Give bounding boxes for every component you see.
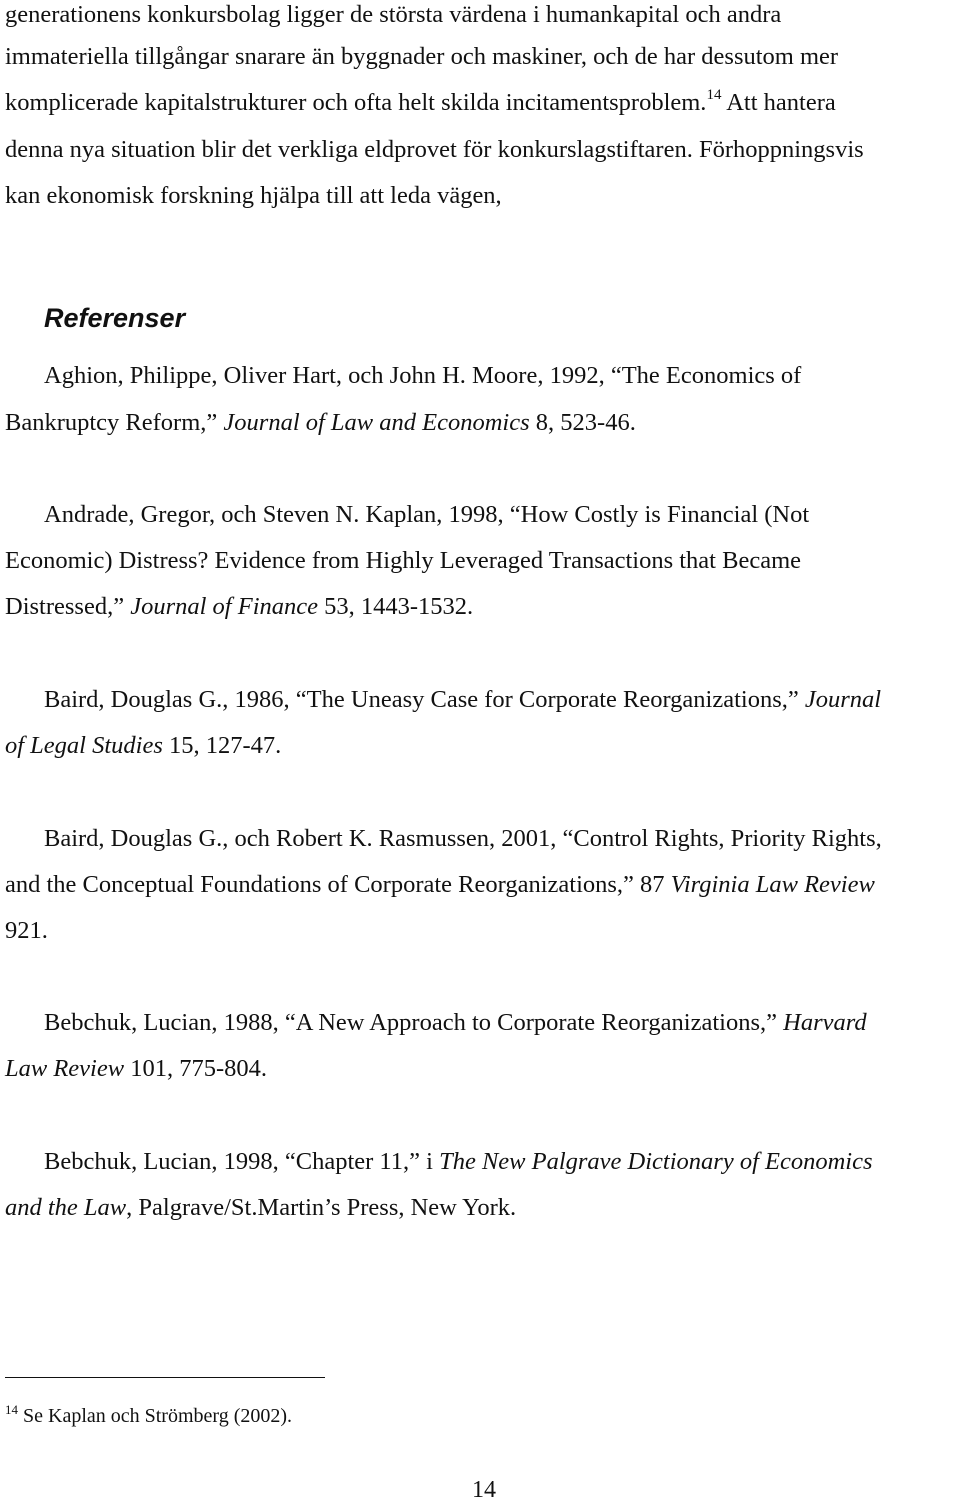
reference-1-citation: 8, 523-46. <box>529 409 636 436</box>
reference-1-title: Bankruptcy Reform,” <box>5 409 224 436</box>
reference-5-line-2 <box>5 1054 267 1084</box>
footnote-reference: 14 <box>706 87 722 103</box>
body-line-5: kan ekonomisk forskning hjälpa till att leda vägen, <box>5 182 502 209</box>
reference-6-line-1 <box>44 1147 873 1177</box>
reference-3-citation: 15, 127-47. <box>162 732 282 759</box>
reference-6-line-2 <box>5 1193 516 1223</box>
reference-6-title: Bebchuk, Lucian, 1998, “Chapter 11,” i <box>44 1148 440 1175</box>
body-line-3 <box>5 88 836 121</box>
reference-4-journal: Virginia Law Review <box>670 871 875 898</box>
reference-5-title: Bebchuk, Lucian, 1988, “A New Approach to Corporate Reorganizations,” <box>44 1009 784 1036</box>
footnote <box>5 1403 292 1431</box>
page-number: 14 <box>472 1477 496 1503</box>
reference-5-line-1 <box>44 1008 867 1038</box>
footnote-separator <box>5 1377 325 1378</box>
body-line-1: generationens konkursbolag ligger de största värdena i humankapital och andra <box>5 1 782 28</box>
reference-4-line-2 <box>5 870 875 900</box>
reference-2-line-3 <box>5 592 473 622</box>
footnote-number: 14 <box>5 1402 18 1417</box>
reference-2-line-1: Andrade, Gregor, och Steven N. Kaplan, 1998, “How Costly is Financial (Not <box>44 501 810 528</box>
body-line-4: denna nya situation blir det verkliga eldprovet för konkurslagstiftaren. Förhoppningsvis <box>5 136 864 163</box>
body-line-3-text: komplicerade kapitalstrukturer och ofta helt skilda incitamentsproblem. <box>5 89 707 116</box>
reference-6-book-start: The New Palgrave Dictionary of Economics <box>439 1148 873 1175</box>
body-line-2: immateriella tillgångar snarare än byggnader och maskiner, och de har dessutom mer <box>5 43 839 70</box>
reference-5-citation: 101, 775-804. <box>124 1055 268 1082</box>
reference-6-publisher: , Palgrave/St.Martin’s Press, New York. <box>126 1194 517 1221</box>
reference-2-citation: 53, 1443-1532. <box>318 593 474 620</box>
reference-1-line-1: Aghion, Philippe, Oliver Hart, och John H. Moore, 1992, “The Economics of <box>44 362 802 389</box>
reference-5-journal-start: Harvard <box>783 1009 867 1036</box>
reference-3-line-2 <box>5 731 281 761</box>
body-line-3-continuation: Att hantera <box>721 89 836 116</box>
reference-2-journal: Journal of Finance <box>130 593 318 620</box>
reference-4-line-1: Baird, Douglas G., och Robert K. Rasmussen, 2001, “Control Rights, Priority Rights, <box>44 825 882 852</box>
reference-2-title: Distressed,” <box>5 593 131 620</box>
reference-5-journal-end: Law Review <box>5 1055 125 1082</box>
footnote-text: Se Kaplan och Strömberg (2002). <box>18 1405 293 1427</box>
reference-4-line-3: 921. <box>5 917 48 944</box>
references-heading: Referenser <box>44 303 186 333</box>
reference-1-journal: Journal of Law and Economics <box>223 409 530 436</box>
reference-3-title: Baird, Douglas G., 1986, “The Uneasy Case for Corporate Reorganizations,” <box>44 686 805 713</box>
reference-1-line-2 <box>5 408 636 438</box>
reference-2-line-2: Economic) Distress? Evidence from Highly Leveraged Transactions that Became <box>5 547 802 574</box>
reference-4-title: and the Conceptual Foundations of Corporate Reorganizations,” 87 <box>5 871 671 898</box>
reference-3-line-1 <box>44 685 881 715</box>
reference-3-journal-start: Journal <box>804 686 882 713</box>
reference-6-book-end: and the Law <box>5 1194 127 1221</box>
reference-3-journal-end: of Legal Studies <box>5 732 163 759</box>
